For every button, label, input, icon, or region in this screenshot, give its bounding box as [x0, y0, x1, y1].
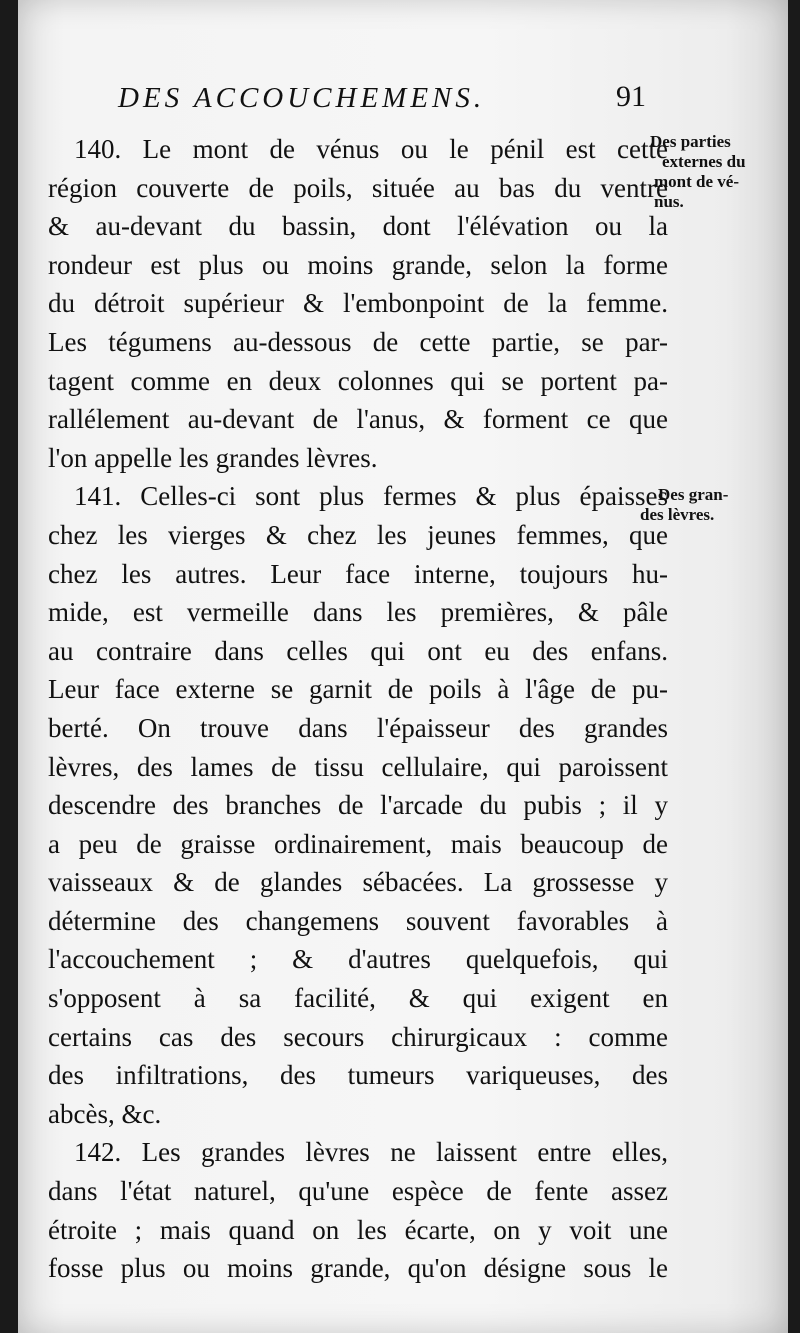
margin-note-line: externes du	[662, 152, 746, 171]
text-line: 140. Le mont de vénus ou le pénil est cette	[74, 134, 668, 164]
margin-note-line: mont de vé-	[654, 172, 739, 191]
book-page	[18, 0, 788, 1333]
margin-note-line: Des gran-	[658, 485, 729, 504]
text-line: 142. Les grandes lèvres ne laissent entre elles,	[74, 1137, 668, 1168]
text-line: rallélement au-devant de l'anus, & forment ce que	[48, 404, 668, 435]
text-line: certains cas des secours chirurgicaux : comme	[48, 1021, 668, 1052]
margin-note-grandes-levres	[640, 485, 728, 525]
text-line: s'opposent à sa facilité, & qui exigent en	[48, 983, 668, 1014]
text-line: tagent comme en deux colonnes qui se portent pa-	[48, 365, 668, 396]
text-line: région couverte de poils, située au bas du ventre	[48, 172, 668, 203]
text-line: berté. On trouve dans l'épaisseur des grandes	[48, 712, 668, 743]
running-title: DES ACCOUCHEMENS.	[118, 82, 486, 114]
margin-note-mont-de-venus	[650, 132, 746, 212]
page-header	[118, 82, 658, 122]
text-line: chez les vierges & chez les jeunes femmes, que	[48, 519, 668, 550]
text-line: lèvres, des lames de tissu cellulaire, qui paroissent	[48, 751, 668, 782]
text-line: l'on appelle les grandes lèvres.	[48, 442, 378, 473]
text-line: fosse plus ou moins grande, qu'on désigne sous le	[48, 1253, 668, 1284]
text-line: l'accouchement ; & d'autres quelquefois, qui	[48, 944, 668, 975]
text-line: vaisseaux & de glandes sébacées. La grossesse y	[48, 867, 668, 898]
text-line: au contraire dans celles qui ont eu des enfans.	[48, 635, 668, 666]
page-number: 91	[616, 80, 646, 113]
text-line: a peu de graisse ordinairement, mais beaucoup de	[48, 828, 668, 859]
body-text	[48, 130, 668, 1288]
text-line: du détroit supérieur & l'embonpoint de la femme.	[48, 288, 668, 319]
text-line: & au-devant du bassin, dont l'élévation ou la	[48, 211, 668, 242]
text-line: Les tégumens au-dessous de cette partie, se par-	[48, 326, 668, 357]
margin-note-line: Des parties	[650, 132, 731, 151]
text-line: détermine des changemens souvent favorables à	[48, 905, 668, 936]
text-line: dans l'état naturel, qu'une espèce de fente assez	[48, 1176, 668, 1207]
margin-note-line: nus.	[654, 192, 684, 211]
margin-note-line: des lèvres.	[640, 505, 715, 524]
text-line: étroite ; mais quand on les écarte, on y voit une	[48, 1214, 668, 1245]
text-line: mide, est vermeille dans les premières, & pâle	[48, 597, 668, 628]
text-line: abcès, &c.	[48, 1098, 162, 1129]
text-line: 141. Celles-ci sont plus fermes & plus épaisses	[74, 481, 668, 512]
text-line: rondeur est plus ou moins grande, selon la forme	[48, 249, 668, 280]
text-line: chez les autres. Leur face interne, toujours hu-	[48, 558, 668, 589]
text-line: descendre des branches de l'arcade du pubis ; il y	[48, 790, 668, 821]
text-line: Leur face externe se garnit de poils à l'âge de pu-	[48, 674, 668, 705]
text-line: des infiltrations, des tumeurs variqueuses, des	[48, 1060, 668, 1091]
